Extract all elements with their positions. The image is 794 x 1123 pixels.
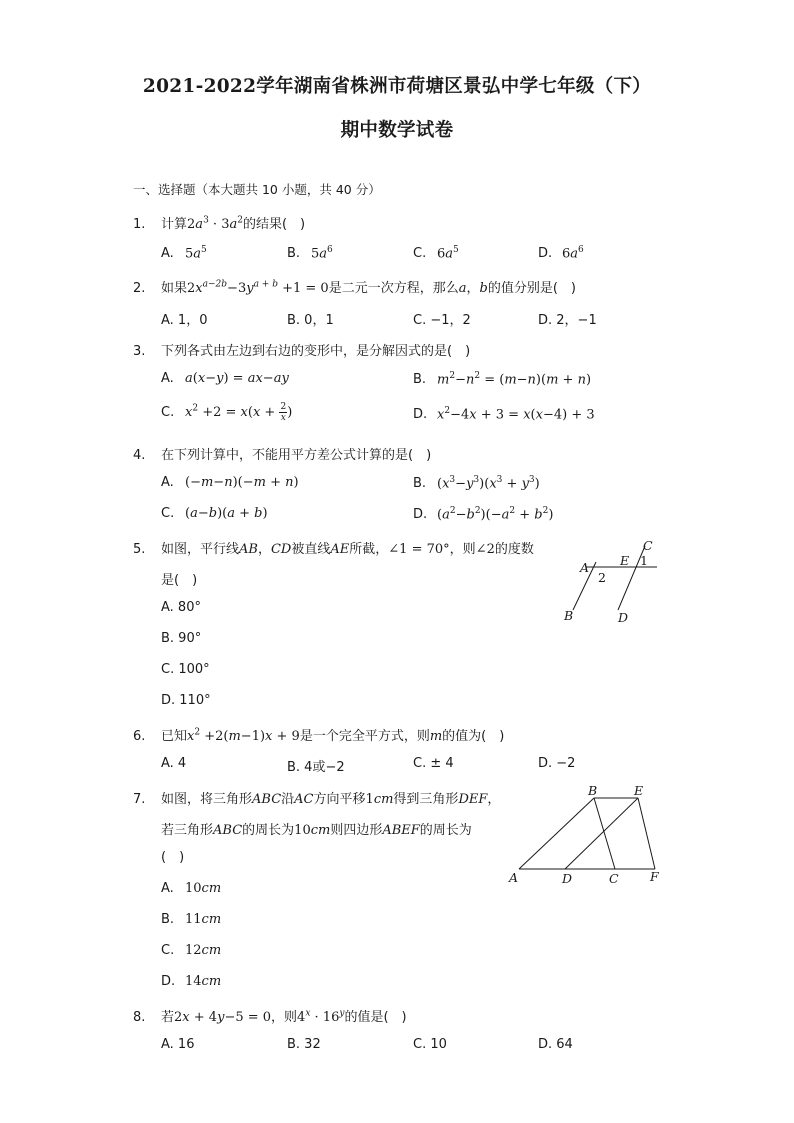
q6-option-d[interactable]: D. −2 xyxy=(538,756,576,771)
q3-option-d[interactable]: D. $x^2-4x + 3 = x(x-4) + 3$ xyxy=(413,406,595,423)
segment-ab xyxy=(519,798,594,869)
label-e: E xyxy=(634,783,644,798)
q5-option-c[interactable]: C. 100° xyxy=(161,662,210,677)
exam-title-line1: 2021-2022学年湖南省株洲市荷塘区景弘中学七年级（下） xyxy=(142,76,652,97)
q7-option-d[interactable]: D. 14cm xyxy=(161,974,222,989)
q4-option-b[interactable]: B. $(x^3-y^3)(x^3 + y^3)$ xyxy=(413,475,540,492)
label-e: E xyxy=(620,553,630,568)
label-a: A xyxy=(580,560,590,575)
q5-option-a[interactable]: A. 80° xyxy=(161,600,201,615)
q4-option-d[interactable]: D. $(a^2-b^2)(-a^2 + b^2)$ xyxy=(413,506,554,523)
q2-option-b[interactable]: B. 0，1 xyxy=(287,313,334,328)
label-d: D xyxy=(562,871,573,886)
segment-ef xyxy=(638,798,655,869)
question-5-line2: 是( ) xyxy=(161,573,198,588)
label-b: B xyxy=(588,783,598,798)
q6-option-b[interactable]: B. 4或−2 xyxy=(287,760,345,775)
q7-option-b[interactable]: B. 11cm xyxy=(161,912,222,927)
q3-option-c[interactable]: C. $x^2 +2 = x(x$ + $\frac{2}{x}$ ) xyxy=(161,402,293,423)
question-7-line3: ( ) xyxy=(161,850,185,865)
label-angle-2: 2 xyxy=(598,570,606,585)
q7-option-a[interactable]: A. 10cm xyxy=(161,881,222,896)
q6-option-a[interactable]: A. 4 xyxy=(161,756,187,771)
q1-option-b[interactable]: B. $5a^6$ xyxy=(287,245,333,262)
q7-option-c[interactable]: C. 12cm xyxy=(161,943,222,958)
question-5: 5. 如图，平行线AB，CD被直线AE所截，∠1 = 70°，则∠2的度数 xyxy=(133,542,534,557)
q8-option-a[interactable]: A. 16 xyxy=(161,1037,195,1052)
label-angle-1: 1 xyxy=(640,553,648,568)
question-7: 7. 如图，将三角形ABC沿AC方向平移1cm得到三角形DEF， xyxy=(133,792,501,807)
question-8: 8. 若2x + 4y−5 = 0，则$4^x \cdot 16^y$的值是( ) xyxy=(133,1008,407,1025)
label-d: D xyxy=(618,610,629,625)
q3-option-b[interactable]: B. $m^2-n^2 = (m-n)(m + n)$ xyxy=(413,371,592,388)
q2-option-d[interactable]: D. 2，−1 xyxy=(538,313,597,328)
segment-de xyxy=(565,798,638,869)
question-7-line2: 若三角形ABC的周长为10cm则四边形ABEF的周长为 xyxy=(161,823,472,838)
q3-option-a[interactable]: A. a(x−y) = ax−ay xyxy=(161,371,289,386)
q1-option-c[interactable]: C. $6a^5$ xyxy=(413,245,459,262)
q5-parallel-lines-figure xyxy=(560,538,670,628)
label-f: F xyxy=(650,869,659,884)
q2-option-c[interactable]: C. −1，2 xyxy=(413,313,471,328)
label-a: A xyxy=(509,870,519,885)
q8-option-b[interactable]: B. 32 xyxy=(287,1037,321,1052)
q7-translation-figure xyxy=(505,780,675,890)
q1-option-a[interactable]: A. $5a^5$ xyxy=(161,245,207,262)
label-b: B xyxy=(564,608,574,623)
question-4: 4. 在下列计算中，不能用平方差公式计算的是( ) xyxy=(133,448,432,463)
label-c: C xyxy=(643,538,653,553)
q4-option-a[interactable]: A. (−m−n)(−m + n) xyxy=(161,475,299,490)
q1-option-d[interactable]: D. $6a^6$ xyxy=(538,245,584,262)
segment-bc xyxy=(594,798,615,869)
section-heading: 一、选择题（本大题共 10 小题，共 40 分） xyxy=(133,182,381,197)
question-3: 3. 下列各式由左边到右边的变形中，是分解因式的是( ) xyxy=(133,344,471,359)
question-6: 6. 已知$x^2 +2(m-1)x + 9$是一个完全平方式，则m的值为( ) xyxy=(133,727,505,744)
q8-option-c[interactable]: C. 10 xyxy=(413,1037,447,1052)
q5-option-b[interactable]: B. 90° xyxy=(161,631,202,646)
q6-option-c[interactable]: C. ± 4 xyxy=(413,756,454,771)
question-1: 1. 计算$2a^3 \cdot 3a^2$的结果( ) xyxy=(133,215,306,232)
label-c: C xyxy=(609,871,619,886)
q5-option-d[interactable]: D. 110° xyxy=(161,693,211,708)
exam-title-line2: 期中数学试卷 xyxy=(340,120,454,141)
question-2: 2. 如果$2x^{a-2b}-3y^{a + b} +1 = 0$是二元一次方程，那么a，b的值分别是( ) xyxy=(133,279,576,296)
q4-option-c[interactable]: C. (a−b)(a + b) xyxy=(161,506,268,521)
q2-option-a[interactable]: A. 1，0 xyxy=(161,313,208,328)
q8-option-d[interactable]: D. 64 xyxy=(538,1037,573,1052)
